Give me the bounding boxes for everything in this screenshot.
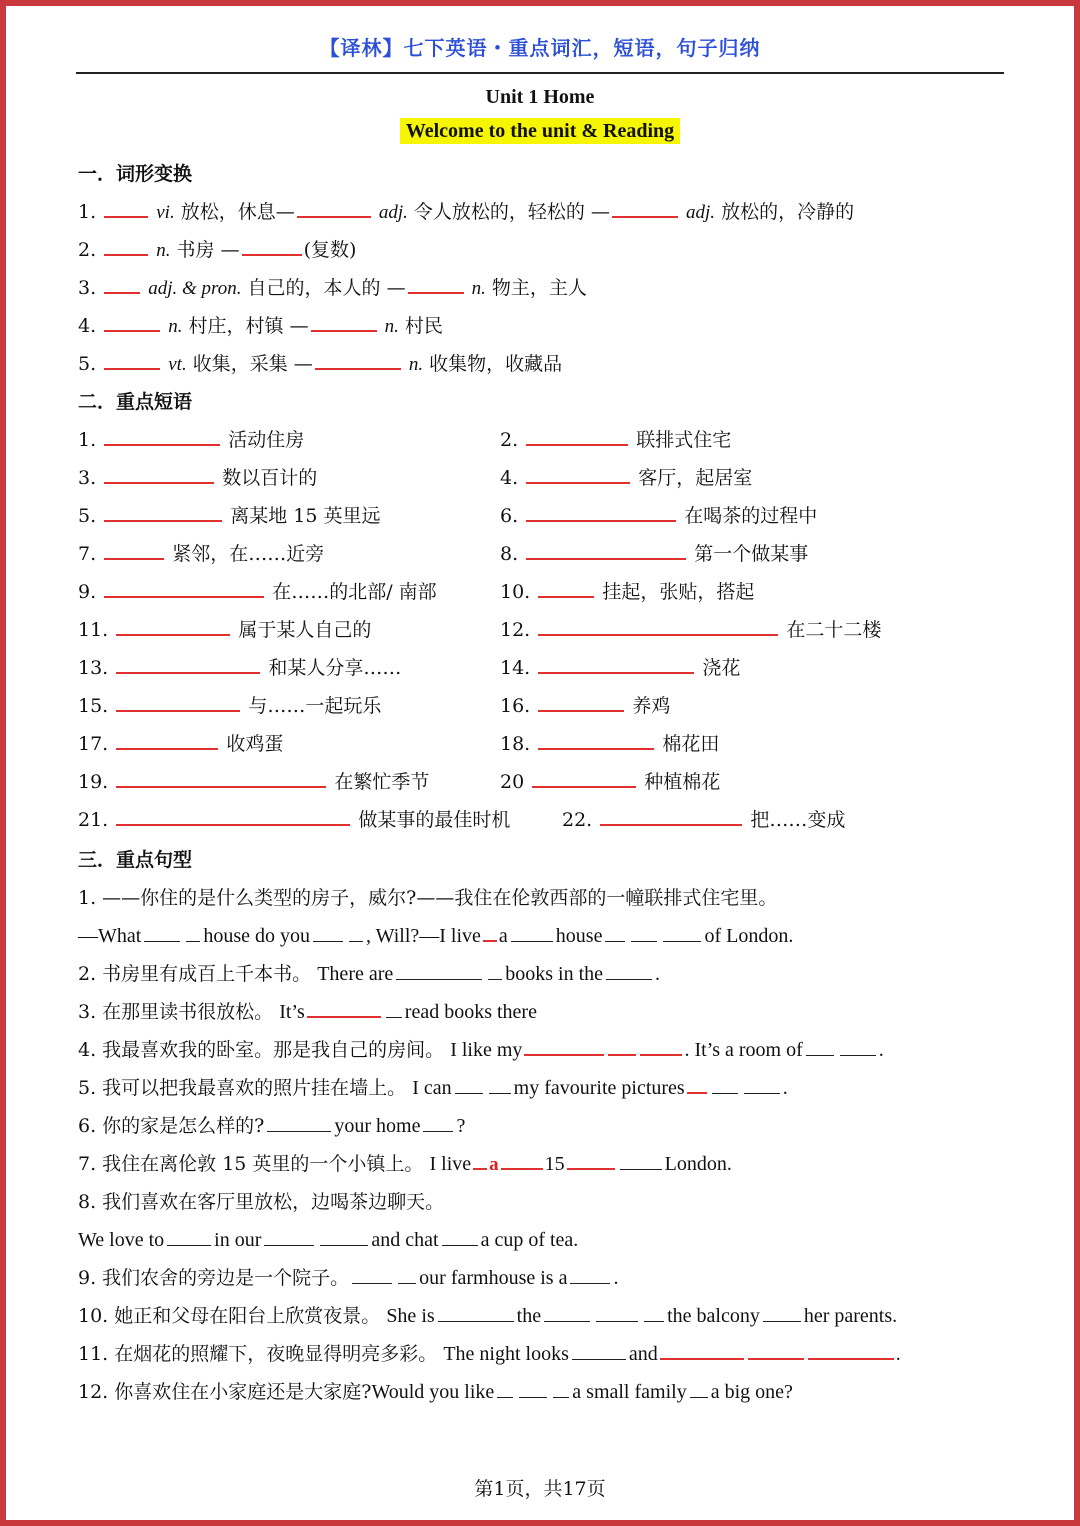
phrase-item: 6. 在喝茶的过程中 [500,505,818,527]
sentence-en: We love to in our and chat a cup of tea. [78,1229,579,1251]
phrase-item: 2. 联排式住宅 [500,429,732,451]
sentence: 3. 在那里读书很放松。 It’s read books there [78,1001,537,1023]
sentence: 7. 我住在离伦敦 15 英里的一个小镇上。 I live a 15 London. [78,1153,732,1175]
phrase-item: 4. 客厅，起居室 [500,467,753,489]
phrase-item: 14. 浇花 [500,657,741,679]
sentence: 9. 我们农舍的旁边是一个院子。 our farmhouse is a . [78,1267,619,1289]
word-form-item: 1. vi. 放松，休息— adj. 令人放松的，轻松的 — adj. 放松的，冷静的 [78,201,855,223]
sentence: 12. 你喜欢住在小家庭还是大家庭?Would you like a small family a big one? [78,1381,793,1403]
phrase-item: 9. 在……的北部/ 南部 [78,581,437,603]
section1-title: 一．词形变换 [78,163,193,185]
phrase-item: 11. 属于某人自己的 [78,619,372,641]
phrase-item: 1. 活动住房 [78,429,305,451]
unit-title: Unit 1 Home [485,86,595,108]
word-form-item: 2. n. 书房 — (复数) [78,239,357,261]
phrase-item: 3. 数以百计的 [78,467,318,489]
sentence: 5. 我可以把我最喜欢的照片挂在墙上。 I can my favourite pictures . [78,1077,788,1099]
sentence-en: —What house do you , Will?—I live a house of London. [78,925,794,947]
sentence-cn: 1. ——你住的是什么类型的房子，威尔?——我住在伦敦西部的一幢联排式住宅里。 [78,887,778,909]
page-number: 第1页，共17页 [474,1478,606,1500]
word-form-item: 3. adj. & pron. 自己的，本人的 — n. 物主，主人 [78,277,587,299]
phrase-item: 15. 与……一起玩乐 [78,695,382,717]
phrase-item: 8. 第一个做某事 [500,543,809,565]
phrase-item: 18. 棉花田 [500,733,720,755]
phrase-item: 16. 养鸡 [500,695,671,717]
sentence: 10. 她正和父母在阳台上欣赏夜景。 She is the the balcony her parents. [78,1305,898,1327]
phrase-item: 12. 在二十二楼 [500,619,882,641]
section-subtitle: Welcome to the unit & Reading [400,118,680,144]
phrase-item: 22. 把……变成 [562,809,846,831]
phrase-item: 13. 和某人分享…… [78,657,402,679]
document-page [6,6,1074,1520]
document-header: 【译林】七下英语・重点词汇，短语，句子归纳 [319,36,761,60]
sentence: 11. 在烟花的照耀下，夜晚显得明亮多彩。 The night looks and . [78,1343,901,1365]
section3-title: 三．重点句型 [78,849,193,871]
phrase-item: 5. 离某地 15 英里远 [78,505,381,527]
sentence-cn: 8. 我们喜欢在客厅里放松，边喝茶边聊天。 [78,1191,445,1213]
header-divider [76,72,1004,74]
phrase-item: 17. 收鸡蛋 [78,733,284,755]
section2-title: 二．重点短语 [78,391,193,413]
word-form-item: 5. vt. 收集，采集 — n. 收集物，收藏品 [78,353,563,375]
sentence: 4. 我最喜欢我的卧室。那是我自己的房间。 I like my . It’s a room of . [78,1039,884,1061]
phrase-item: 21. 做某事的最佳时机 [78,809,511,831]
word-form-item: 4. n. 村庄，村镇 — n. 村民 [78,315,443,337]
phrase-item: 19. 在繁忙季节 [78,771,430,793]
phrase-item: 7. 紧邻，在……近旁 [78,543,325,565]
sentence: 6. 你的家是怎么样的? your home ? [78,1115,466,1137]
phrase-item: 20 种植棉花 [500,771,721,793]
sentence: 2. 书房里有成百上千本书。 There are books in the . [78,963,661,985]
phrase-item: 10. 挂起，张贴，搭起 [500,581,755,603]
